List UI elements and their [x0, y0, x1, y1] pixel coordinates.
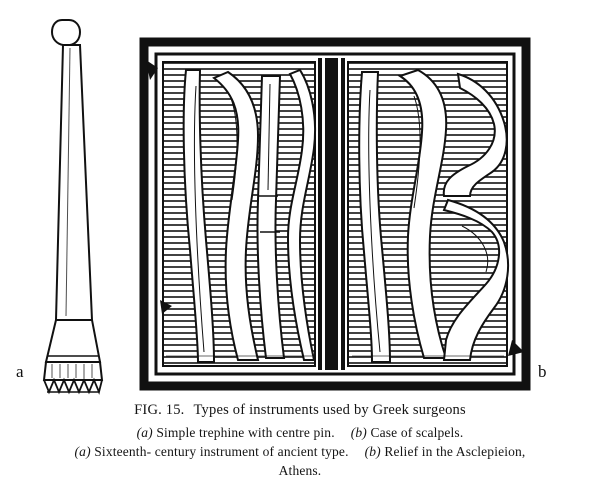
note-a-tag: (a): [74, 443, 91, 459]
figure-title: Types of instruments used by Greek surgeons: [193, 402, 466, 418]
note-b-tag: (b): [364, 443, 381, 459]
caption-subline-1: [0, 423, 600, 442]
note-b-continuation: Athens.: [278, 462, 322, 478]
caption-subline-3: [0, 461, 600, 480]
panel-label-a: a: [16, 362, 24, 381]
panel-label-b: b: [538, 362, 547, 381]
caption-title-line: [0, 400, 600, 421]
sub-b-tag: (b): [350, 424, 367, 440]
caption-subline-2: [0, 442, 600, 461]
scalpel-case-relief: [144, 42, 526, 386]
note-b-text: Relief in the Asclepieion,: [384, 443, 526, 459]
figure-caption: [0, 400, 600, 480]
sub-a-tag: (a): [136, 424, 153, 440]
trephine-drawing: [44, 20, 102, 392]
figure-number: FIG. 15.: [134, 402, 185, 418]
note-a-text: Sixteenth- century instrument of ancient type.: [94, 443, 349, 459]
sub-a-text: Simple trephine with centre pin.: [156, 424, 335, 440]
sub-b-text: Case of scalpels.: [370, 424, 464, 440]
